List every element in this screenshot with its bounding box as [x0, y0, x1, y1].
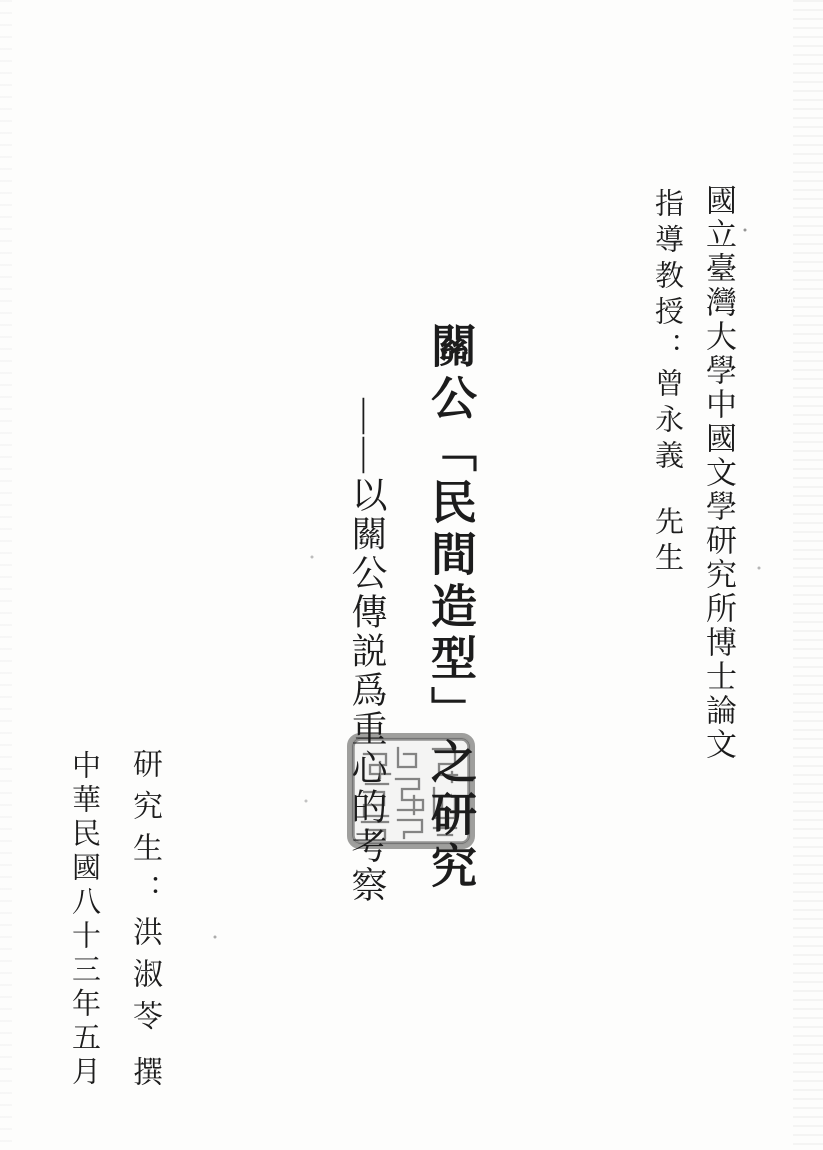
advisor-honorific: 先生 — [651, 506, 683, 578]
scan-edge-artifact-left — [0, 0, 12, 1150]
subtitle: ——以關公傳説爲重心的考察 — [347, 398, 387, 905]
author-line — [122, 748, 166, 1098]
date-line: 中華民國八十三年五月 — [68, 750, 100, 1090]
institution-line: 國立臺灣大學中國文學研究所博士論文 — [701, 184, 736, 762]
author-name: 洪淑苓 — [128, 916, 161, 1042]
author-colon: ： — [128, 874, 161, 916]
advisor-line — [647, 188, 688, 578]
author-suffix: 撰 — [128, 1056, 161, 1098]
scan-edge-artifact-right — [793, 0, 823, 1150]
advisor-label: 指導教授 — [651, 188, 683, 332]
main-title: 關公「民間造型」之研究 — [425, 322, 476, 894]
scan-specks — [0, 0, 2, 2]
author-label: 研究生 — [128, 748, 161, 874]
advisor-colon: ： — [651, 332, 683, 368]
advisor-name: 曾永義 — [651, 368, 683, 476]
